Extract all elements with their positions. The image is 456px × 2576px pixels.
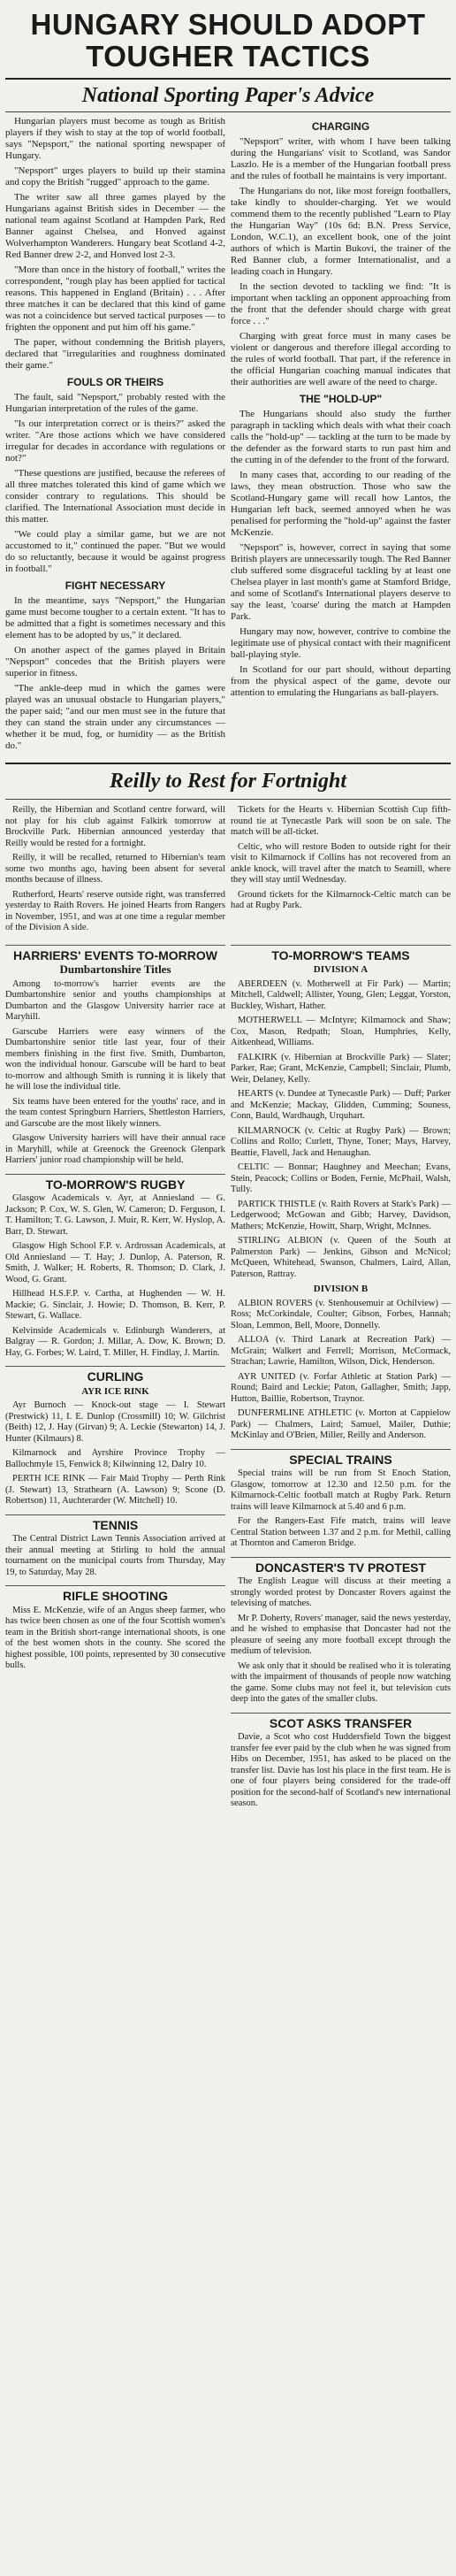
paragraph: PARTICK THISTLE (v. Raith Rovers at Stark's Park) — Ledgerwood; McGowan and Gibb; Harvey, Davidson, Mathers; McKenzie, Howitt, Sharp, Wright, McInnes.: [231, 1199, 451, 1231]
paragraph: The fault, said "Nepsport," probably rested with the Hungarian interpretation of the rules of the game.: [5, 392, 225, 414]
main-article-columns: [5, 116, 451, 755]
paragraph: KILMARNOCK (v. Celtic at Rugby Park) — Brown; Collins and Rollo; Curlett, Thyne, Toner; Mays, Harvey, Beattie, Flavell, Jack and Henaughan.: [231, 1125, 451, 1158]
paragraph: Hillhead H.S.F.P. v. Cartha, at Hughenden — W. H. Mackie; G. Sinclair, J. Howie; D. Thomson, B. Kerr, P. Stewart, G. Wallace.: [5, 1289, 225, 1321]
section-heading: DONCASTER'S TV PROTEST: [231, 1557, 451, 1574]
subhead: National Sporting Paper's Advice: [81, 84, 375, 107]
section-heading: FOULS OR THEIRS: [66, 376, 164, 388]
paragraph: DUNFERMLINE ATHLETIC (v. Morton at Cappielow Park) — Chalmers, Laird; Samuel, Mailer, Duthie; McKinlay and O'Brien, Miller, Reilly and Anderson.: [231, 1408, 451, 1440]
paragraph: Tickets for the Hearts v. Hibernian Scottish Cup fifth-round tie at Tynecastle Park will soon be on sale. The match will be all-ticket.: [231, 805, 451, 837]
section-heading: SPECIAL TRAINS: [231, 1449, 451, 1466]
section-heading: THE "HOLD-UP": [299, 393, 383, 405]
section-heading: FIGHT NECESSARY: [65, 579, 166, 592]
sub-heading: AYR ICE RINK: [81, 1385, 149, 1397]
paragraph: The Hungarians should also study the further paragraph in tackling which deals with what their coach calls the "hold-up" — tackling at the turn to be made by the defender as the forward starts to run past him and the cutting in of the defender to the front of the forward.: [231, 409, 451, 465]
headline: HUNGARY SHOULD ADOPT TOUGHER TACTICS: [30, 8, 426, 73]
paragraph: Charging with great force must in many cases be violent or dangerous and therefore illegal according to the rules of world football. That part, if the reference in the official Hungarian coaching manual indicates that their authorities are well aware of the need to charge.: [231, 331, 451, 387]
sub-heading: DIVISION A: [313, 964, 369, 975]
paragraph: The paper, without condemning the British players, declared that "irregularities and roughness dominated their game.": [5, 337, 225, 371]
paragraph: For the Rangers-East Fife match, trains will leave Central Station between 1.37 and 2 p.m. for Methil, calling at Thornton and Cameron Bridge.: [231, 1516, 451, 1548]
paragraph: "We could play a similar game, but we are not accustomed to it," continued the paper. "But we would do so reluctantly, because it would be against progress in football.": [5, 529, 225, 574]
subhead-bar: [5, 84, 451, 112]
paragraph: MOTHERWELL — McIntyre; Kilmarnock and Shaw; Cox, Mason, Redpath; Sloan, Humphries, Kelly, Aitkenhead, Williams.: [231, 1016, 451, 1047]
paragraph: "More than once in the history of football," writes the correspondent, "rough play has been applied for tactical reasons. This happened in England (Britain) . . . After three matches it can be declared that this kind of game was not a coincidence but served tactical purposes — to frighten the opponent and put him off his game.": [5, 264, 225, 333]
paragraph: In many cases that, according to our reading of the laws, they mean obstruction. Those who saw the Scotland-Hungary game will recall how Lantos, the Hungarian left back, seemed annoyed when he was penalised for performing the "hold-up" against the faster McKenzie.: [231, 470, 451, 538]
paragraph: Garscube Harriers were easy winners of the Dumbartonshire senior title last year, four of their members finishing in the first five. Smith, Dumbarton, won the individual honour. Garscube will be hard to beat to-morrow and although Smith is running it is likely that he will lose the individual title.: [5, 1026, 225, 1092]
paragraph: Ground tickets for the Kilmarnock-Celtic match can be had at Rugby Park.: [231, 889, 451, 910]
paragraph: Glasgow Academicals v. Ayr, at Anniesland — G. Jackson; P. Cox, W. S. Glen, W. Cameron; D. Ferguson, I. T. Hamilton; T. G. Lawson, J. Muir, R. Kerr, W. Hyslop, A. Barr, D. Stewart.: [5, 1193, 225, 1237]
paragraph: "The ankle-deep mud in which the games were played was an unusual obstacle to Hungarian players," the paper said; "and our men must see in the future that they can stand the strain under any circumstances — whether it be mud, fog, or humidity — as the British do.": [5, 683, 225, 751]
paragraph: Hungarian players must become as tough as British players if they wish to stay at the top of world football, says "Nepsport," the national sporting newspaper of Hungary.: [5, 116, 225, 161]
paragraph: Reilly, the Hibernian and Scotland centre forward, will not play for his club against Falkirk tomorrow at Brockville Park. Hibernian announced yesterday that Reilly would be rested for a fortnight.: [5, 805, 225, 848]
paragraph: Among to-morrow's harrier events are the Dumbartonshire senior and youths championships at Dumbarton and the Glasgow University harrier race at Maryhill.: [5, 978, 225, 1022]
paragraph: The English League will discuss at their meeting a strongly worded protest by Doncaster Rovers against the televising of matches.: [231, 1576, 451, 1608]
lower-left-column: [5, 938, 225, 1813]
left-column: [5, 116, 225, 755]
paragraph: "Nepsport" urges players to build up their stamina and copy the British "rugged" approach to the game.: [5, 165, 225, 188]
paragraph: In the meantime, says "Nepsport," the Hungarian game must become tougher to a certain extent. "It has to be admitted that a fight is sometimes necessary and this element has to be adopted by us," it declared.: [5, 595, 225, 640]
paragraph: ABERDEEN (v. Motherwell at Fir Park) — Martin; Mitchell, Caldwell; Allister, Young, Glen; Leggat, Yorston, Buckley, Wishart, Hather.: [231, 978, 451, 1011]
paragraph: In the section devoted to tackling we find: "It is important when tackling an opponent approaching from the front that the defender should charge with great force . . .": [231, 281, 451, 326]
right-column: [231, 116, 451, 755]
paragraph: Davie, a Scot who cost Huddersfield Town the biggest transfer fee ever paid by the club when he was signed from Hibs on December, 1951, has asked to be placed on the transfer list. Davie has lost his place in the first team. He is one of four players being considered for the trade-off position for the second-half of Scotland's new international season.: [231, 1732, 451, 1808]
reilly-left: [5, 805, 225, 938]
paragraph: Reilly, it will be recalled, returned to Hibernian's team some two months ago, having been absent for several months because of illness.: [5, 853, 225, 885]
paragraph: Rutherford, Hearts' reserve outside right, was transferred yesterday to Raith Rovers. He joined Hearts from Rangers in November, 1951, and was at one time a regular member of the Division A side.: [5, 889, 225, 932]
section-heading: TENNIS: [5, 1514, 225, 1531]
paragraph: FALKIRK (v. Hibernian at Brockville Park) — Slater; Parker, Rae; Grant, McKenzie, Campbell; Sinclair, Plumb, Weir, Delaney, Kelly.: [231, 1052, 451, 1085]
paragraph: HEARTS (v. Dundee at Tynecastle Park) — Duff; Parker and McKenzie; Mackay, Glidden, Cumming; Souness, Conn, Bauld, Wardhaugh, Urquhart.: [231, 1089, 451, 1121]
paragraph: Ayr Burnoch — Knock-out stage — I. Stewart (Prestwick) 11, I. E. Dunlop (Crossmill) 10; W. Gilchrist (Beith) 12, J. Hay (Girvan) 9; A. Leckie (Stewarton) 14, J. Hunter (Kilmaurs) 8.: [5, 1400, 225, 1444]
paragraph: Special trains will be run from St Enoch Station, Glasgow, tomorrow at 12.30 and 12.50 p.m. for the Kilmarnock-Celtic football match at Rugby Park. Return trains will leave Kilmarnock at 5.40 and 6 p.m.: [231, 1468, 451, 1512]
section-heading: RIFLE SHOOTING: [5, 1585, 225, 1602]
sub-heading: DIVISION B: [313, 1284, 369, 1294]
paragraph: Glasgow High School F.P. v. Ardrossan Academicals, at Old Anniesland — T. Hay; J. Dunlop, A. Paterson, R. Smith, J. Walker; H. Roberts, R. Thomson; D. Clark, J. Wood, G. Grant.: [5, 1241, 225, 1284]
paragraph: Six teams have been entered for the youths' race, and in the team contest Springburn Harriers, Shettleston Harriers, and Garscube are the most likely winners.: [5, 1096, 225, 1129]
paragraph: "Nepsport" writer, with whom I have been talking during the Hungarians' visit to Scotland, was Sandor Laszlo. He is a member of the Hungarian football press and the rules of football he maintains is very important.: [231, 136, 451, 181]
paragraph: Mr P. Doherty, Rovers' manager, said the news yesterday, and he wished to emphasise that Doncaster had not the pleasure of seeing any more football except through the medium of television.: [231, 1613, 451, 1656]
paragraph: We ask only that it should be realised who it is tolerating with the impairment of thousands of people now watching the game. Some clubs may not feel it, but television cuts deep into the gates of the smaller clubs.: [231, 1660, 451, 1704]
newspaper-page: [5, 5, 451, 2565]
paragraph: Hungary may now, however, contrive to combine the legitimate use of physical contact with their magnificent ball-playing style.: [231, 626, 451, 660]
paragraph: ALBION ROVERS (v. Stenhousemuir at Ochilview) — Ross; McCorkindale, Coulter; Gibson, Forbes, Hannah; Sloan, Lemmon, Bell, Moore, Donnelly.: [231, 1298, 451, 1330]
paragraph: PERTH ICE RINK — Fair Maid Trophy — Perth Rink (J. Stewart) 13, Strathearn (A. Lawson) 9; Scone (D. Robertson) 11, Auchterarder (W. Mitchell) 10.: [5, 1474, 225, 1506]
section-heading: CURLING: [5, 1366, 225, 1383]
paragraph: CELTIC — Bonnar; Haughney and Meechan; Evans, Stein, Peacock; Collins or Boden, Fernie, McPhail, Walsh, Tully.: [231, 1162, 451, 1194]
paragraph: The Hungarians do not, like most foreign footballers, take kindly to shoulder-charging. Yet we would commend them to the recently published "Learn to Play the Hungarian Way" (10s 6d: B.N. Press Service, London, W.C.1), an excellent book, one of the joint authors of which is Martin Bukovi, the trainer of the Red Banner club, a former Internationalist, and a leading coach in Hungary.: [231, 186, 451, 277]
section-heading: TO-MORROW'S RUGBY: [5, 1174, 225, 1191]
paragraph: Kelvinside Academicals v. Edinburgh Wanderers, at Balgray — R. Gordon; J. Millar, A. Dow, K. Brown; D. Hay, G. Forbes; W. Laird, T. Miller, H. Findlay, J. Martin.: [5, 1325, 225, 1358]
paragraph: STIRLING ALBION (v. Queen of the South at Palmerston Park) — Jenkins, Gibson and McNicol; McQueen, Whitehead, Swanson, Chalmers, Laird, Allan, Paterson, Rattray.: [231, 1236, 451, 1279]
reilly-headline: Reilly to Rest for Fortnight: [109, 770, 347, 793]
paragraph: Celtic, who will restore Boden to outside right for their visit to Kilmarnock if Collins has not recovered from an ankle knock, will travel after the match to Seamill, where they will stay until Wednesday.: [231, 841, 451, 885]
sub-heading: Dumbartonshire Titles: [59, 962, 171, 976]
paragraph: The writer saw all three games played by the Hungarians against British sides in December — the national team against Scotland at Hampden Park, Red Banner against Chelsea, and Honved against Wolverhampton Wanderers. Hungary beat Scotland 4-2, Red Banner drew 2-2, and Honved lost 2-3.: [5, 192, 225, 260]
reilly-right: [231, 805, 451, 938]
paragraph: Kilmarnock and Ayrshire Province Trophy — Ballochmyle 15, Fenwick 8; Kilwinning 12, Dalry 10.: [5, 1448, 225, 1469]
paragraph: "These questions are justified, because the referees of all three matches tolerated this kind of game which we consider contrary to regulations. This should be clarified. The International Association must decide in this matter.: [5, 468, 225, 525]
section-heading: SCOT ASKS TRANSFER: [231, 1713, 451, 1729]
section-heading: TO-MORROW'S TEAMS: [231, 945, 451, 962]
paragraph: "Is our interpretation correct or is theirs?" asked the writer. "Are those actions which we have considered irregular for decades in accordance with regulations or not?": [5, 418, 225, 464]
section-heading: CHARGING: [311, 120, 370, 133]
paragraph: ALLOA (v. Third Lanark at Recreation Park) — McGrain; Walkert and Ferrell; Morrison, McCormack, Strachan; Lawrie, Hamilton, Wilson, Dick, Henderson.: [231, 1335, 451, 1367]
reilly-headline-bar: [5, 763, 451, 800]
paragraph: AYR UNITED (v. Forfar Athletic at Station Park) — Round; Baird and Leckie; Paton, Gallagher, Smith; Japp, Hutton, Baillie, Robertson, Traynor.: [231, 1371, 451, 1404]
reilly-columns: [5, 805, 451, 938]
paragraph: On another aspect of the games played in Britain "Nepsport" concedes that the British players were superior in fitness.: [5, 645, 225, 678]
lower-columns: [5, 938, 451, 1813]
paragraph: The Central District Lawn Tennis Association arrived at their annual meeting at Stirling to hold the annual tournament on the municipal courts from Thursday, May 19, to Saturday, May 28.: [5, 1534, 225, 1577]
paragraph: Glasgow University harriers will have their annual race in Maryhill, while at Greenock the Greenock Glenpark Harriers' junior road championship will be held.: [5, 1133, 225, 1165]
paragraph: In Scotland for our part should, without departing from the physical aspect of the game, devote our attention to emulating the Hungarians as ball-players.: [231, 664, 451, 698]
headline-banner: [5, 5, 451, 80]
lower-right-column: [231, 938, 451, 1813]
section-heading: HARRIERS' EVENTS TO-MORROW: [5, 945, 225, 962]
paragraph: Miss E. McKenzie, wife of an Angus sheep farmer, who has twice been chosen as one of the four Scottish women's team in the British short-range international shoots, is one of the best women shots in the county. She scored the highest possible, 100 points, represented by 30 consecutive bulls.: [5, 1605, 225, 1670]
paragraph: "Nepsport" is, however, correct in saying that some British players are unnecessarily tough. The Red Banner club suffered some disgraceful tackling by at least one Chelsea player in last month's game at Stamford Bridge, and some of Scotland's International players deserve to say the least, 'coarse' during the match at Hampden Park.: [231, 542, 451, 622]
